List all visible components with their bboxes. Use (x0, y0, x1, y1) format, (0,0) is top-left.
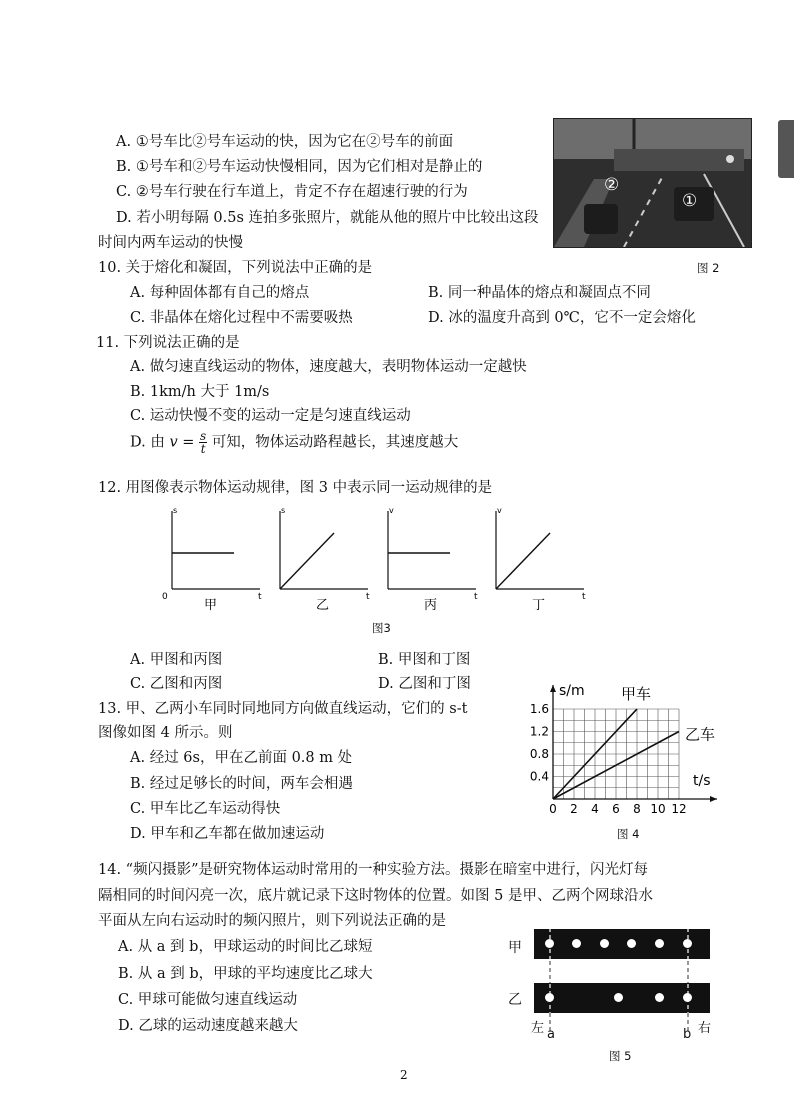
q14-option-b: B. 从 a 到 b，甲球的平均速度比乙球大 (118, 966, 373, 982)
q12-option-a: A. 甲图和丙图 (130, 652, 223, 668)
graph-4-line (496, 533, 550, 589)
q9-option-d: D. 若小明每隔 0.5s 连拍多张照片，就能从他的照片中比较出这段 (116, 210, 539, 226)
q11-option-b: B. 1km/h 大于 1m/s (130, 384, 270, 400)
graph-4-y-label: v (497, 506, 502, 515)
graph-4-name: 丁 (532, 598, 546, 613)
fraction-denominator: t (200, 442, 206, 456)
x-axis-arrow (710, 796, 717, 802)
q14-stem-line2: 隔相同的时间闪亮一次，底片就记录下这时物体的位置。如图 5 是甲、乙两个网球沿水 (98, 888, 653, 904)
q13-option-b: B. 经过足够长的时间，两车会相遇 (130, 776, 353, 792)
label-point-b: b (683, 1027, 692, 1042)
photo-label-car-1: ① (682, 191, 698, 211)
s-over-t-fraction (199, 430, 207, 455)
page-edge-tab (778, 120, 794, 178)
graph-1-name: 甲 (204, 598, 218, 613)
q13-option-c: C. 甲车比乙车运动得快 (130, 801, 281, 817)
q14-option-c: C. 甲球可能做匀速直线运动 (118, 992, 298, 1008)
y-tick-label: 1.6 (529, 702, 549, 716)
y-axis-label: s/m (559, 683, 585, 699)
q12-option-b: B. 甲图和丁图 (378, 652, 471, 668)
x-tick-label: 8 (633, 802, 641, 816)
q14-option-d: D. 乙球的运动速度越来越大 (118, 1018, 298, 1034)
series-label-1: 甲车 (621, 685, 652, 703)
x-tick-label: 6 (612, 802, 620, 816)
q12-stem: 12. 用图像表示物体运动规律，图 3 中表示同一运动规律的是 (98, 480, 493, 496)
q9-option-d-cont: 时间内两车运动的快慢 (98, 235, 243, 251)
label-left: 左 (531, 1021, 545, 1036)
x-tick-label: 12 (671, 802, 687, 816)
row-label-yi: 乙 (508, 992, 522, 1008)
row-label-jia: 甲 (508, 940, 522, 956)
velocity-symbol: v (169, 434, 178, 451)
figure-3-caption: 图3 (372, 621, 391, 635)
figure-5-caption: 图 5 (609, 1049, 632, 1063)
x-tick-label: 2 (570, 802, 578, 816)
figure-2-caption: 图 2 (697, 261, 720, 275)
label-right: 右 (698, 1021, 712, 1036)
graph-2-line (280, 533, 334, 589)
q11-option-c: C. 运动快慢不变的运动一定是匀速直线运动 (130, 408, 411, 424)
fraction-numerator: s (200, 429, 207, 443)
page-number: 2 (400, 1068, 408, 1082)
q13-stem-line2: 图像如图 4 所示。则 (98, 725, 233, 741)
graph-3-name: 丙 (424, 598, 438, 613)
photo-label-car-2: ② (604, 175, 620, 195)
q10-stem: 10. 关于熔化和凝固，下列说法中正确的是 (98, 260, 373, 276)
figure-3-graphs (158, 503, 588, 627)
x-axis-label: t/s (693, 773, 711, 789)
graph-2-name: 乙 (316, 598, 330, 613)
q11-option-d-prefix: D. 由 (130, 434, 170, 451)
q9-option-c: C. ②号车行驶在行车道上，肯定不存在超速行驶的行为 (116, 184, 468, 200)
x-tick-label: 0 (549, 802, 557, 816)
q14-stem-line1: 14. “频闪摄影”是研究物体运动时常用的一种实验方法。摄影在暗室中进行，闪光灯每 (98, 862, 648, 878)
q13-stem-line1: 13. 甲、乙两小车同时同地同方向做直线运动，它们的 s-t (98, 701, 468, 717)
q11-option-a: A. 做匀速直线运动的物体，速度越大，表明物体运动一定越快 (130, 359, 527, 375)
q10-option-c: C. 非晶体在熔化过程中不需要吸热 (130, 310, 353, 326)
y-tick-label: 1.2 (529, 724, 549, 739)
q11-option-d-suffix: 可知，物体运动路程越长，其速度越大 (207, 434, 459, 451)
equals-sign: = (177, 434, 200, 451)
graph-4-x-label: t (582, 592, 586, 602)
figure-4-chart (520, 672, 725, 824)
q12-option-c: C. 乙图和丙图 (130, 676, 223, 692)
q11-stem: 11. 下列说法正确的是 (96, 335, 240, 351)
graph-2-y-label: s (281, 506, 286, 515)
x-tick-label: 4 (591, 802, 599, 816)
graph-3-x-label: t (474, 592, 478, 602)
q13-option-d: D. 甲车和乙车都在做加速运动 (130, 826, 325, 842)
figure-5-guide-lines (540, 921, 700, 1039)
q10-option-b: B. 同一种晶体的熔点和凝固点不同 (428, 285, 651, 301)
graph-1-origin: 0 (162, 592, 168, 602)
y-tick-label: 0.8 (529, 747, 549, 761)
label-point-a: a (547, 1027, 555, 1042)
graph-2-x-label: t (366, 592, 370, 602)
q11-option-d (130, 430, 458, 455)
q13-option-a: A. 经过 6s，甲在乙前面 0.8 m 处 (130, 750, 353, 766)
x-tick-label: 10 (650, 802, 666, 816)
figure-2-photo (553, 118, 752, 248)
q12-option-d: D. 乙图和丁图 (378, 676, 471, 692)
q9-option-b: B. ①号车和②号车运动快慢相同，因为它们相对是静止的 (116, 159, 483, 175)
y-tick-label: 0.4 (529, 769, 549, 784)
series-label-2: 乙车 (685, 725, 716, 744)
q10-option-d: D. 冰的温度升高到 0℃，它不一定会熔化 (428, 310, 696, 326)
q9-option-a: A. ①号车比②号车运动的快，因为它在②号车的前面 (116, 134, 454, 150)
q10-option-a: A. 每种固体都有自己的熔点 (130, 285, 310, 301)
q14-option-a: A. 从 a 到 b，甲球运动的时间比乙球短 (118, 939, 373, 955)
graph-1-y-label: s (173, 506, 178, 515)
figure-4-caption: 图 4 (617, 827, 640, 841)
y-axis-arrow (550, 685, 556, 692)
graph-1-x-label: t (258, 592, 262, 602)
graph-3-y-label: v (389, 506, 394, 515)
q14-stem-line3: 平面从左向右运动时的频闪照片，则下列说法正确的是 (98, 913, 446, 929)
